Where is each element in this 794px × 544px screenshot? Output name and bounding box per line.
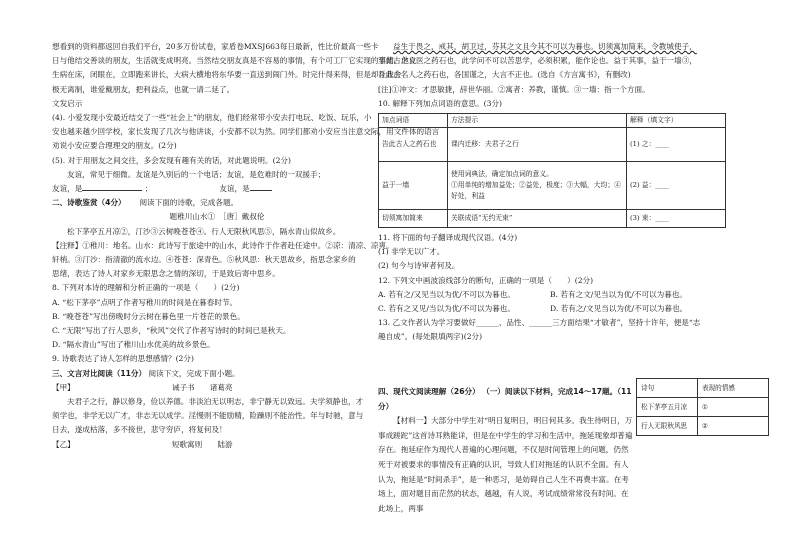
table-cell-answer[interactable]: ②: [698, 417, 769, 436]
q8-option-c[interactable]: C. “无限”写出了行人思乡，“秋风”交代了作者写诗时的时间已是秋天。: [52, 326, 291, 336]
q12-option-row: [378, 288, 728, 302]
q8-option-b[interactable]: B. “晚苍苍”写出傍晚时分云树在暮色里一片苍茫的景色。: [52, 311, 245, 321]
poem-line: 松下茅亭五月凉②，汀沙③云树晚苍苍④。行人无限秋风思⑤，隔水青山似故乡。: [67, 226, 341, 236]
text-line: 安也越来越少回学校，家长发现了几次与他讲谈，小安都不以为然。同学们都劝小安应当注意交际，用文件体的语言: [52, 127, 440, 137]
table-header: 诗句: [637, 379, 698, 398]
text-line: 生病在床，闭眼在，立即跑来讲长，大病大横地将东华要一直送到闹门外。时完什得来得，但是却让我会: [52, 70, 402, 80]
question-10: 10. 解释下列加点词语的意思。(3分): [378, 98, 502, 108]
text-line: 友谊，常见于细微。友谊是久别后的一个电话；友谊，是危难时的一双援手；: [67, 169, 326, 179]
passage-b-line: 吾此古名人之药石也，各国谨之，大言不正也。(选自《方言寓书》，有删改): [378, 70, 631, 80]
material-1: 【材料一】大部分中学生对“明日复明日，明日何其多。我生待明日，万事成蹉跎”这首诗耳熟能详，但是在中学生的学习和生活中，拖延现象却普遍存在。拖延症作为现代人普遍的心理问题，不仅是时间管理上的问题，仍然死于对被要求的事情没有正确的认识，导致人们对拖延的认识不全面。有人认为，拖延是“时间杀手”，是一种恶习，是妨碍自己人生不再费丰富。在考场上，面对题目而茫然的状态，越越，有人说，考试成绩常常没有时间。在此场上，两事: [378, 416, 633, 513]
notes-line: [52, 239, 394, 253]
fill-line: [52, 182, 382, 196]
note: 轩梢。③汀沙：指清澈的流水边。④苍苍：深青色。⑤秋风思：秋天思故乡，指思念家乡的: [52, 255, 356, 265]
table-cell-word: 告此古人之药石也: [379, 128, 448, 162]
text-line: 日与他结交善谈的朋友，生活就变成明亮。当然结交朋友真是不容易的事情，有个可工厂它实现的事情。他立: [52, 56, 417, 66]
passage-a-tag: 【甲】: [52, 382, 75, 392]
question-5: (5). 对于用朋友之间交往，多会发现有趣有关的话，对此题说明。(2分): [52, 155, 291, 165]
table-header: 解释（填文字）: [627, 114, 726, 128]
table-row: [379, 162, 726, 210]
passage-b-note: [注]①冲文：才思敏捷，辞世华丽。②寓者：养教，谨慎。③一墙：指一个方面。: [378, 84, 650, 94]
table-row: [637, 398, 769, 417]
section-2-title: 二、诗歌鉴赏（4分）: [52, 198, 122, 208]
text-line: 文发启示: [52, 98, 83, 108]
table-cell-answer[interactable]: ①: [698, 398, 769, 417]
question-13-cont: 趣自成”。(每处限填两字)(2分): [378, 332, 483, 342]
table-cell-hint: 使用词典法，确定加点词的意义。 ①用单纯的增加益处；②益处，极度；③大幅，大均；④好处，利益: [448, 162, 627, 210]
table-cell-answer[interactable]: (2) 益：____: [627, 162, 726, 210]
table-cell-answer[interactable]: (3) 束：____: [627, 210, 726, 228]
answer-blank[interactable]: [250, 182, 272, 191]
table-header: 方法提示: [448, 114, 627, 128]
question-9: 9. 诗歌表达了诗人怎样的思想感情？(2分): [52, 354, 194, 364]
section-2-heading: [52, 196, 382, 210]
passage-a-line: 须学也，非学无以广才，非志无以成学。淫慢则不能励精，险躁则不能治性。年与时驰，意与: [52, 411, 364, 421]
table-cell-hint: 课内迁移：夫君子之行: [448, 128, 627, 162]
table-header: 加点词语: [379, 114, 448, 128]
poem-title: 题稚川山水① ［唐］戴叔伦: [169, 212, 265, 222]
q10-table: [378, 113, 726, 228]
table-cell-answer[interactable]: (1) 之：____: [627, 128, 726, 162]
q11-item: (1) 非学无以广才。: [378, 247, 445, 257]
fill-b: ；: [144, 184, 149, 194]
section-2-instruction: 阅读下面的诗歌，完成各题。: [139, 198, 239, 208]
passage-a-title: 诫子书 诸葛亮: [171, 382, 233, 392]
table-cell-word: 益于一墙: [379, 162, 448, 210]
q12-option-row: [378, 302, 728, 316]
table-row: [637, 417, 769, 436]
question-4: (4). 小爱发现小安最近结交了一些“社会上”的朋友，他们经常带小安去打电玩、吃饭、玩乐，小: [52, 113, 372, 123]
q8-option-a[interactable]: A. “松下茅亭”点明了作者写稚川的时间是在暮春时节。: [52, 297, 238, 307]
passage-b-header: [52, 438, 382, 452]
section-4-subtitle: （一）阅读以下材料，完成14～17题。（11分）: [378, 387, 632, 411]
table-row: [379, 128, 726, 162]
question-11: 11. 将下面的句子翻译成现代汉语。(4分): [378, 233, 518, 243]
note: ①稚川：地名。山水：此诗写于旅途中的山水，此诗作于作者赴任途中。②凉：清凉、凉爽。: [82, 240, 394, 250]
table-header-row: [637, 379, 769, 398]
fill-a: 友谊，是: [52, 184, 83, 194]
notes-head: 【注释】: [52, 240, 83, 250]
text-line: 极无离制，谁爱戴朋友，把利益点，也就一请二延了。: [52, 84, 235, 94]
table-cell: 松下茅亭五月凉: [637, 398, 698, 417]
passage-b-tag: 【乙】: [52, 439, 75, 449]
section-3-heading: [52, 367, 382, 381]
right-column: [378, 40, 728, 345]
table-cell-word: 切须寓加简来: [379, 210, 448, 228]
table-cell: 行人无限秋风思: [637, 417, 698, 436]
question-12: 12. 下列文中画波浪线部分的断句，正确的一项是（ ）(2分): [378, 275, 594, 285]
table-header: 表现的情感: [698, 379, 769, 398]
q12-option-d[interactable]: D. 若有之/文见当以为优/不可以为暮也。: [550, 304, 688, 314]
section-3-title: 三、文言对比阅读（11分）: [52, 368, 147, 378]
ad-line: 想看到的资料都返回自我们平台，20多万份试卷，家盾卷MXSJ663每日最新，性比价最高一些卡: [52, 42, 379, 51]
passage-a-line: 夫君子之行，静以修身，俭以养德。非淡泊无以明志，非宁静无以致远。夫学须静也，才: [67, 397, 364, 407]
table-header-row: [379, 114, 726, 128]
passage-b-line: 至此古之良医之药石也，此学问不可以苦思学，必须积累，能作论也。益于其事，益于一墙③，: [378, 56, 697, 66]
q12-option-c[interactable]: C. 若有之又见/当以为优/不可以为暮也。: [378, 304, 515, 314]
q11-item: (2) 句今与诗审者何及。: [378, 261, 460, 271]
passage-a-line: 日去，遂成枯落，多不接世，悲守穷庐，将复何及！: [52, 425, 227, 435]
section-3-instruction: 阅读下文，完成下面小题。: [148, 368, 240, 378]
q12-option-a[interactable]: A. 若有之/又见当以为优/不可以为暮也。: [378, 289, 515, 299]
passage-b-line: 益生于畏之，戒其，胡卫过，芬其之文且今其不可以为暮也。切须寓加简来，令教城使子，: [393, 42, 697, 51]
passage-b-title: 短歌寓则 陆游: [171, 439, 233, 449]
table-row: [379, 210, 726, 228]
section-4: [378, 385, 636, 513]
question-13: 13. 乙文作者认为学习要做好______、品性、______三方面结果“才敏者”，坚持十许年，便是“志: [378, 318, 701, 328]
table-cell-hint: 关联成语“无约无束”: [448, 210, 627, 228]
answer-blank[interactable]: [82, 182, 142, 191]
question-8: 8. 下列对本诗的理解和分析正确的一项是（ ）(2分): [52, 283, 240, 293]
note: 思绪，表达了诗人对家乡无限思念之情的深切，于是致后寄中思乡。: [52, 269, 280, 279]
fill-c: 友谊，是: [219, 184, 250, 194]
q8-option-d[interactable]: D. “隔水青山”写出了稚川山水优美的故乡景色。: [52, 340, 215, 350]
passage-a-header: [52, 381, 382, 395]
poem-emotion-table: [636, 378, 769, 436]
section-4-heading: [378, 385, 636, 414]
q12-option-b[interactable]: B. 若有之文/见当以为优/不可以为暮也。: [550, 289, 688, 299]
text-line: 劝说小安应要合理理交的朋友。(2分): [52, 141, 177, 151]
section-4-title: 四、现代文阅读理解（26分）: [378, 387, 480, 396]
